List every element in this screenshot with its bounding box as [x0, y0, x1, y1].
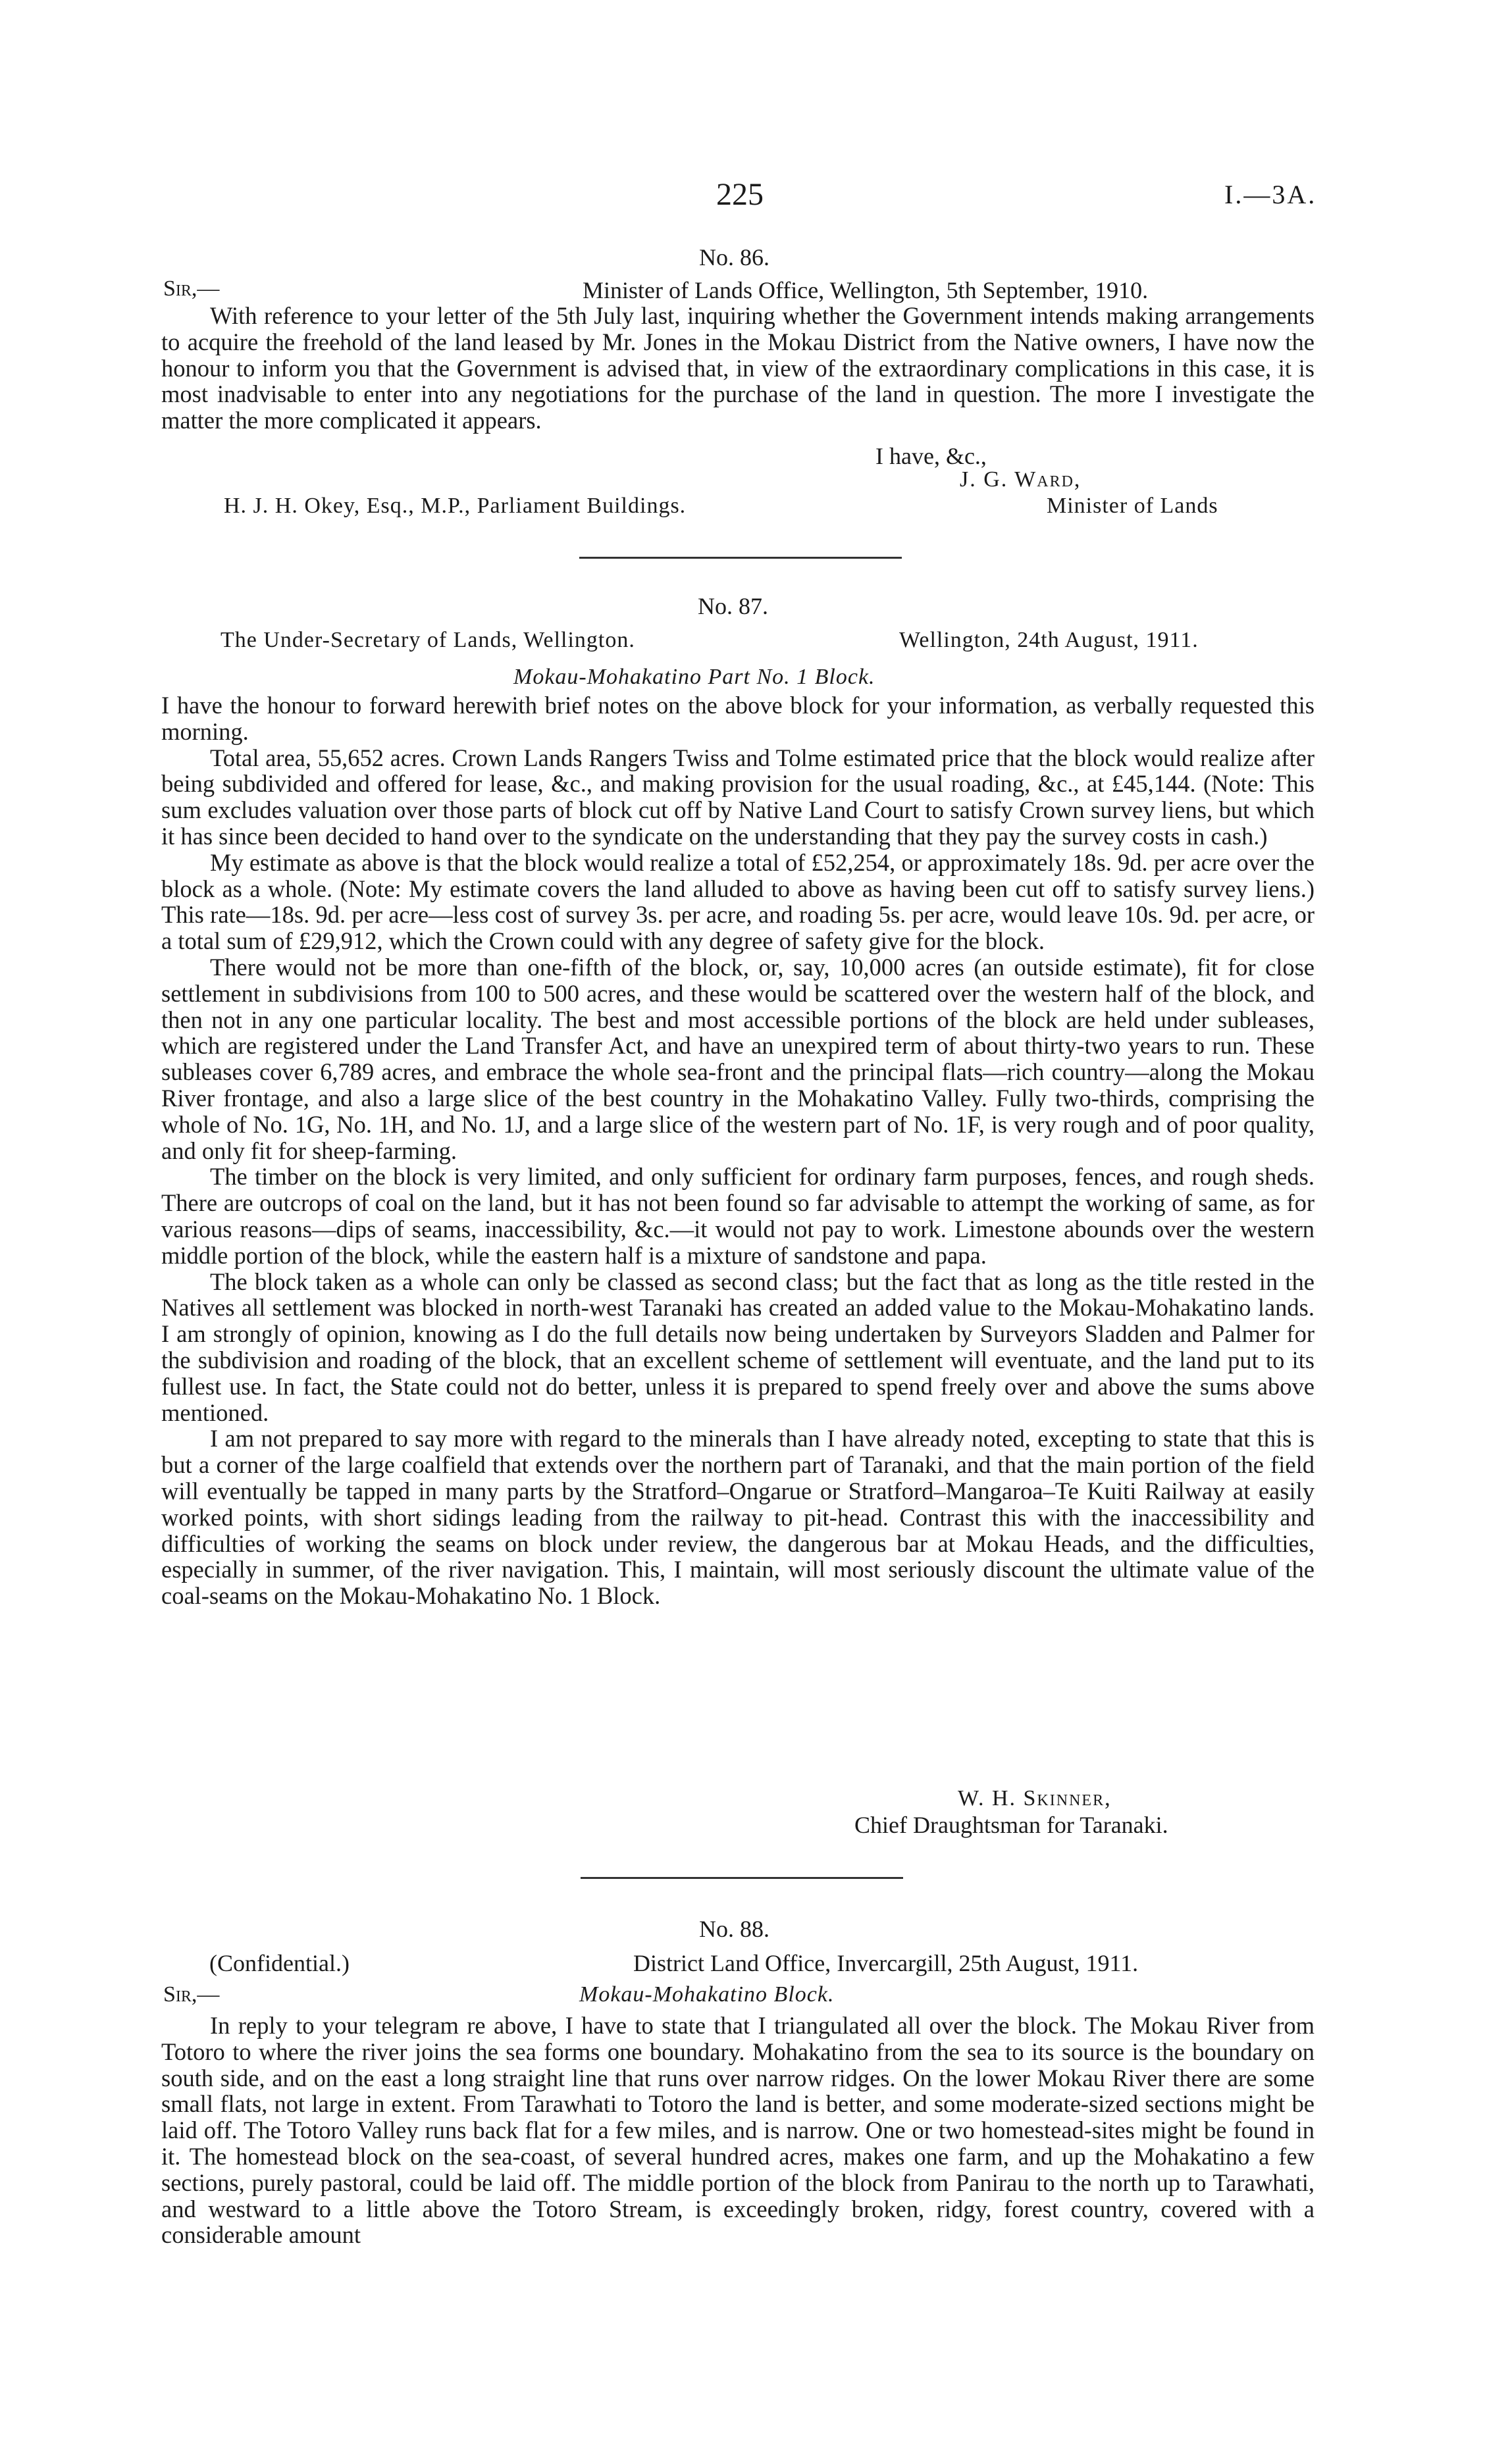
letter-87-paragraph: My estimate as above is that the block would realize a total of £52,254, or approximately 18s. 9d. per acre over the block as a whole. (Note: My estimate covers the land alluded to above as having been cut off to satisfy survey liens.) This rate—18s. 9d. per acre—less cost of survey 3s. per acre, and roading 5s. per acre, would leave 10s. 9d. per acre, or a total sum of £29,912, which the Crown could with any degree of safety give for the block. [161, 848, 1315, 955]
letter-86-addressee: H. J. H. Okey, Esq., M.P., Parliament Buildings. [224, 494, 687, 518]
letter-88-subject: Mokau-Mohakatino Block. [579, 1982, 835, 2007]
letter-87-signatory-title: Chief Draughtsman for Taranaki. [854, 1812, 1168, 1838]
page-number: 225 [716, 177, 764, 212]
letter-87-paragraph: Total area, 55,652 acres. Crown Lands Rangers Twiss and Tolme estimated price that the block would realize after being subdivided and offered for lease, &c., and making provision for the usual roading, &c., at £45,144. (Note: This sum excludes valuation over those parts of block cut off by Native Land Court to satisfy Crown survey liens, but which it has since been decided to hand over to the syndicate on the understanding that they pay the survey costs in cash.) [161, 744, 1315, 850]
letter-87-paragraph: The timber on the block is very limited, and only sufficient for ordinary farm purposes, fences, and rough sheds. There are outcrops of coal on the land, but it has not been found so far advisable to attempt the working of same, as for various reasons—dips of seams, inaccessibility, &c.—it would not pay to work. Limestone abounds over the western middle portion of the block, while the eastern half is a mixture of sandstone and papa. [161, 1163, 1315, 1269]
letter-86-closing: I have, &c., [875, 443, 987, 469]
letter-87-number: No. 87. [698, 593, 768, 619]
section-divider [579, 557, 902, 559]
letter-87-paragraph: I have the honour to forward herewith brief notes on the above block for your information, as verbally requested this morning. [161, 692, 1315, 745]
letter-87-place-date: Wellington, 24th August, 1911. [899, 628, 1199, 652]
letter-87-paragraph: The block taken as a whole can only be classed as second class; but the fact that as long as the title rested in the Natives all settlement was blocked in north-west Taranaki has created an added value to the Mokau-Mohakatino lands. I am strongly of opinion, knowing as I do the full details now being undertaken by Surveyors Sladden and Palmer for the subdivision and roading of the block, that an excellent scheme of settlement will eventuate, and the land put to its fullest use. In fact, the State could not do better, unless it is prepared to spend freely over and above the sums above mentioned. [161, 1268, 1315, 1426]
letter-88-confidential-label: (Confidential.) [209, 1950, 350, 1976]
parliamentary-paper-code: I.—3A. [1224, 180, 1317, 209]
letter-87-body-block [161, 692, 1315, 1609]
letter-87-addressee: The Under-Secretary of Lands, Wellington. [221, 628, 635, 652]
letter-86-body: With reference to your letter of the 5th July last, inquiring whether the Government intends making arrangements to acquire the freehold of the land leased by Mr. Jones in the Mokau District from the Native owners, I have now the honour to inform you that the Government is advised that, in view of the extraordinary complications in this case, it is most inadvisable to enter into any negotiations for the purchase of the land in question. The more I investigate the matter the more complicated it appears. [161, 302, 1315, 434]
letter-88-salutation: Sir,— [163, 1982, 220, 2007]
letter-86-signatory-title: Minister of Lands [1047, 494, 1218, 518]
letter-86-number: No. 86. [699, 244, 769, 270]
letter-86-body-block [161, 303, 1315, 434]
letter-87-subject: Mokau-Mohakatino Part No. 1 Block. [513, 665, 875, 689]
section-divider [581, 1877, 903, 1879]
letter-87-signature: W. H. Skinner, [958, 1786, 1112, 1810]
letter-86-signature: J. G. Ward, [960, 467, 1081, 492]
letter-88-number: No. 88. [699, 1916, 769, 1942]
letter-87-paragraph: There would not be more than one-fifth of the block, or, say, 10,000 acres (an outside estimate), fit for close settlement in subdivisions from 100 to 500 acres, and these would be scattered over the western half of the block, and then not in any one particular locality. The best and most accessible portions of the block are held under subleases, which are registered under the Land Transfer Act, and have an unexpired term of about thirty-two years to run. These subleases cover 6,789 acres, and embrace the whole sea-front and the principal flats—rich country—along the Mokau River frontage, and also a large slice of the best country in the Mohakatino Valley. Fully two-thirds, comprising the whole of No. 1G, No. 1H, and No. 1J, and a large slice of the western part of No. 1F, is very rough and of poor quality, and only fit for sheep-farming. [161, 953, 1315, 1164]
letter-88-body: In reply to your telegram re above, I have to state that I triangulated all over the block. The Mokau River from Totoro to where the river joins the sea forms one boundary. Mohakatino from the sea to its source is the boundary on south side, and on the east a long straight line that runs over narrow ridges. On the lower Mokau River there are some small flats, not large in extent. From Tarawhati to Totoro the land is better, and some moderate-sized sections might be laid off. The Totoro Valley runs back flat for a few miles, and is narrow. One or two homestead-sites might be found in it. The homestead block on the sea-coast, of several hundred acres, makes one farm, and up the Mohakatino a few sections, purely pastoral, could be laid off. The middle portion of the block from Panirau to the north up to Tarawhati, and westward to a little above the Totoro Stream, is exceedingly broken, ridgy, forest country, covered with a considerable amount [161, 2012, 1315, 2249]
letter-86-salutation: Sir,— [163, 276, 220, 301]
letter-88-body-block [161, 2013, 1315, 2248]
letter-86-place-date: Minister of Lands Office, Wellington, 5th September, 1910. [583, 277, 1149, 303]
letter-87-paragraph: I am not prepared to say more with regard to the minerals than I have already noted, excepting to state that this is but a corner of the large coalfield that extends over the northern part of Taranaki, and that the main portion of the field will eventually be tapped in many parts by the Stratford–Ongarue or Stratford–Mangaroa–Te Kuiti Railway at easily worked points, with short sidings leading from the railway to pit-head. Contrast this with the inaccessibility and difficulties of working the seams on block under review, the dangerous bar at Mokau Heads, and the difficulties, especially in summer, of the river navigation. This, I maintain, will most seriously discount the ultimate value of the coal-seams on the Mokau-Mohakatino No. 1 Block. [161, 1425, 1315, 1610]
letter-88-place-date: District Land Office, Invercargill, 25th August, 1911. [633, 1950, 1139, 1976]
